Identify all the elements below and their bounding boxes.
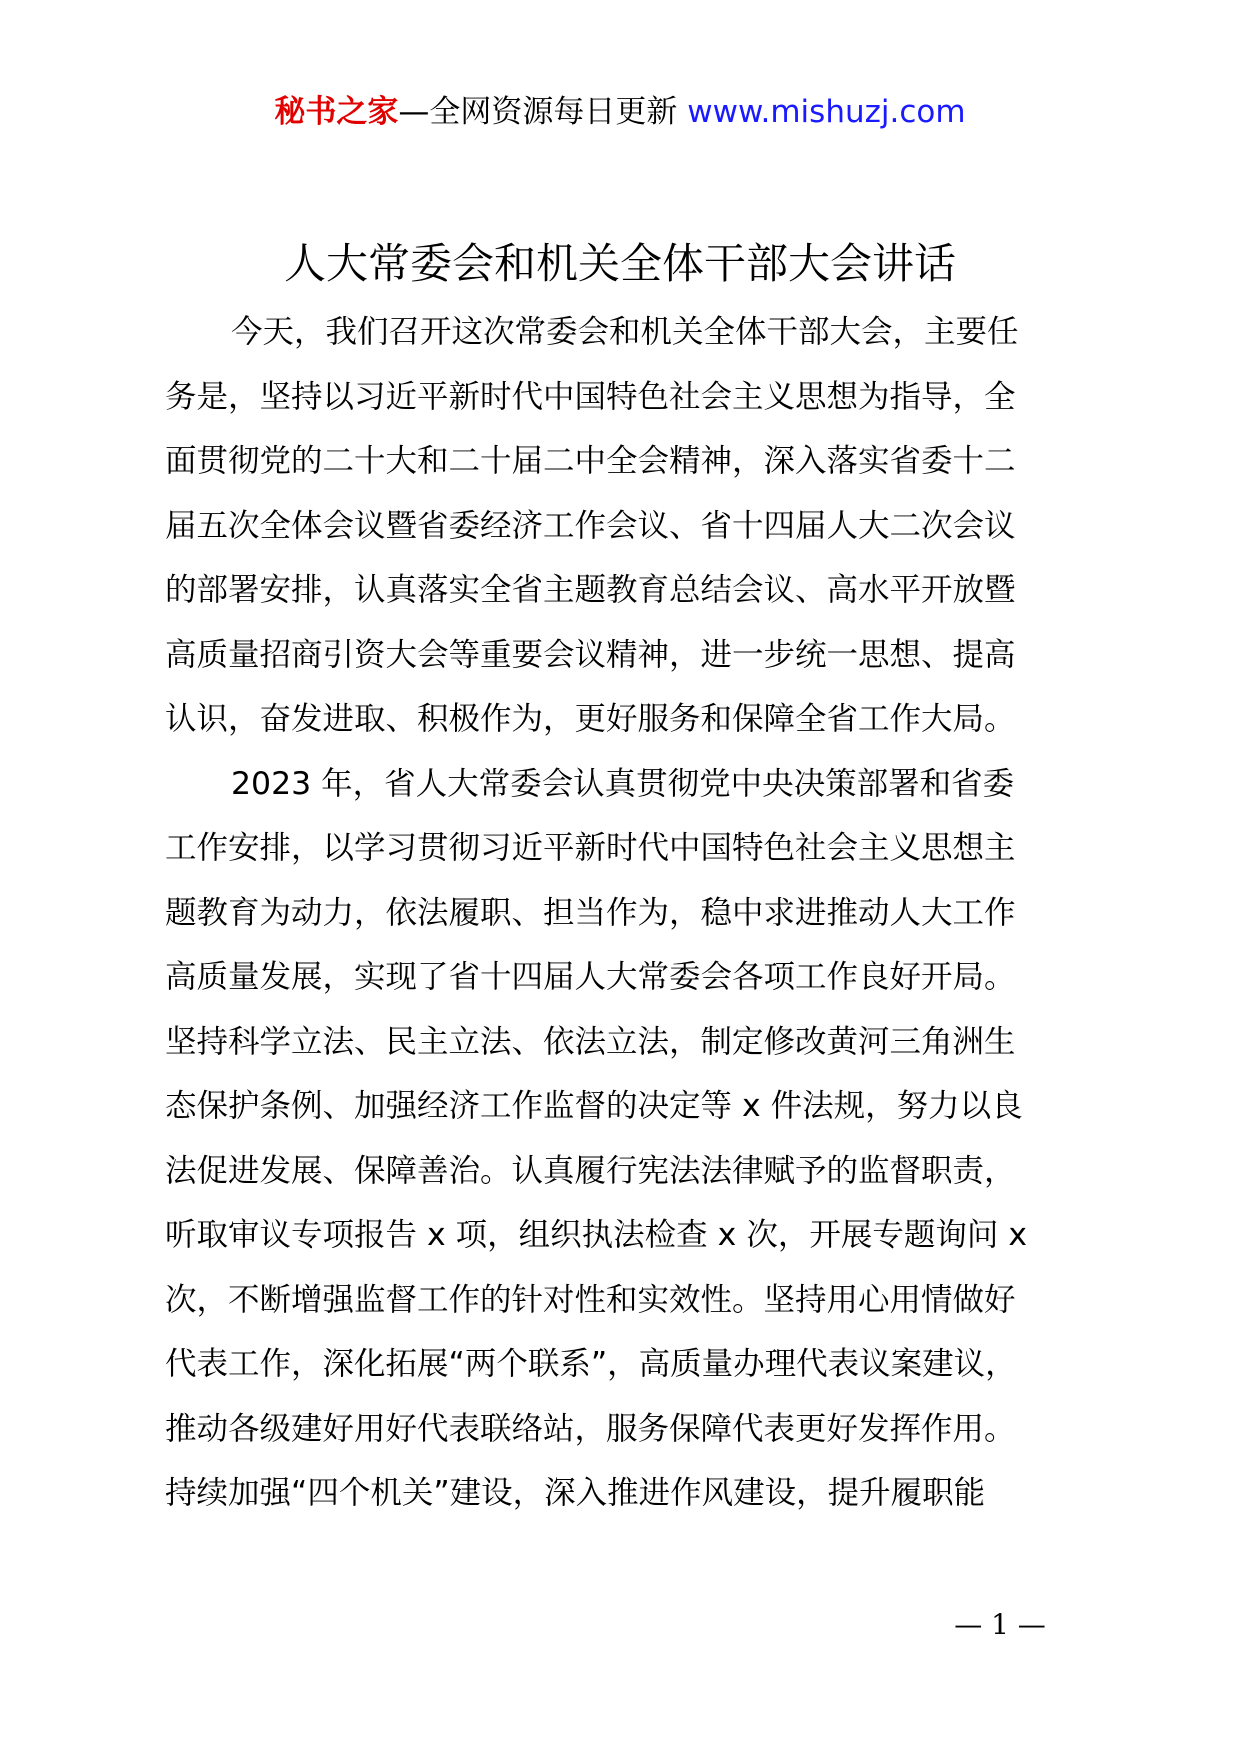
site-header [0,90,1240,134]
body-line: 法促进发展、保障善治。认真履行宪法法律赋予的监督职责， [165,1152,1016,1189]
body-line: 今天，我们召开这次常委会和机关全体干部大会，主要任 [231,314,1019,350]
body-line: 2023 年，省人大常委会认真贯彻党中央决策部署和省委 [231,765,1015,802]
body-line: 坚持科学立法、民主立法、依法立法，制定修改黄河三角洲生 [165,1023,1016,1060]
site-brand: 秘书之家 [274,94,399,130]
site-tagline: —全网资源每日更新 [398,94,688,130]
body-line: 代表工作，深化拓展“两个联系”，高质量办理代表议案建议， [165,1346,1017,1382]
body-line: 高质量招商引资大会等重要会议精神，进一步统一思想、提高 [165,636,1016,673]
body-line: 届五次全体会议暨省委经济工作会议、省十四届人大二次会议 [165,507,1016,544]
body-line: 推动各级建好用好代表联络站，服务保障代表更好发挥作用。 [165,1410,1016,1447]
document-body [165,300,1095,1526]
body-line: 高质量发展，实现了省十四届人大常委会各项工作良好开局。 [165,959,1016,995]
body-line: 次，不断增强监督工作的针对性和实效性。坚持用心用情做好 [165,1281,1016,1318]
body-line: 态保护条例、加强经济工作监督的决定等 x 件法规，努力以良 [165,1088,1023,1124]
body-line: 题教育为动力，依法履职、担当作为，稳中求进推动人大工作 [165,894,1016,931]
body-line: 工作安排，以学习贯彻习近平新时代中国特色社会主义思想主 [165,830,1016,866]
body-line: 持续加强“四个机关”建设，深入推进作风建设，提升履职能 [165,1475,986,1511]
document-title: 人大常委会和机关全体干部大会讲话 [283,239,956,288]
body-line: 务是，坚持以习近平新时代中国特色社会主义思想为指导，全 [165,378,1016,415]
body-line: 认识，奋发进取、积极作为，更好服务和保障全省工作大局。 [165,701,1016,737]
body-line: 的部署安排，认真落实全省主题教育总结会议、高水平开放暨 [165,572,1016,608]
page-number: — 1 — [954,1608,1046,1641]
body-line: 面贯彻党的二十大和二十届二中全会精神，深入落实省委十二 [165,443,1016,479]
site-url-link[interactable]: www.mishuzj.com [687,94,966,130]
body-line: 听取审议专项报告 x 项，组织执法检查 x 次，开展专题询问 x [165,1217,1027,1253]
